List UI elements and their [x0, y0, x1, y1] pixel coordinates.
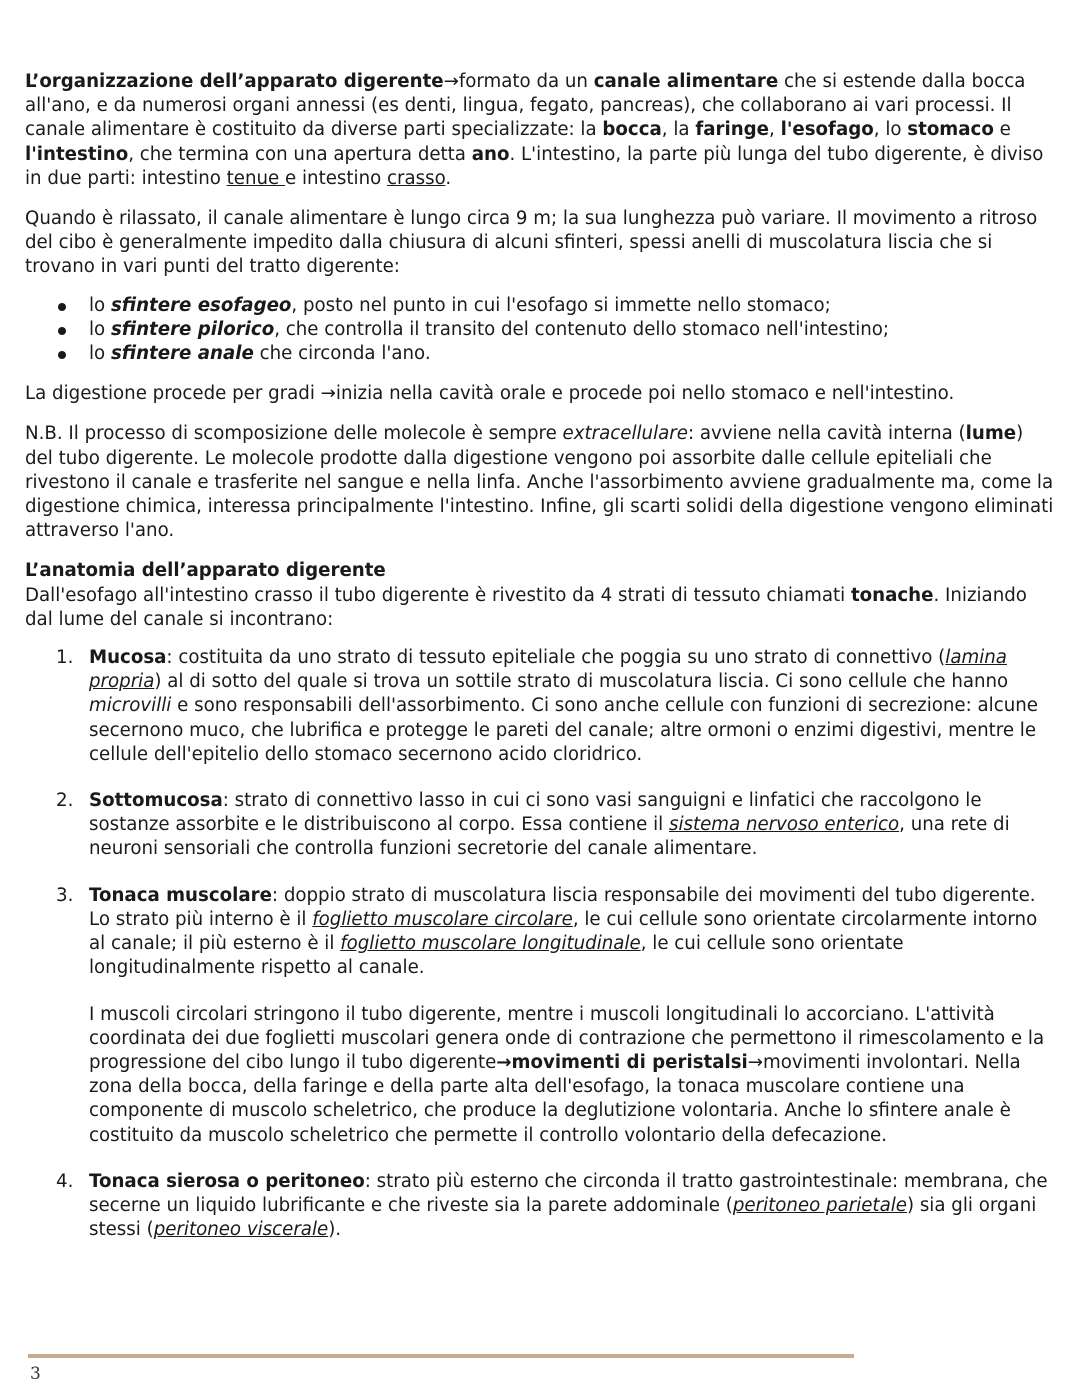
list-item: lo sfintere anale che circonda l'ano. [25, 342, 1055, 366]
list-item-tonaca-sierosa: 4. Tonaca sierosa o peritoneo: strato più esterno che circonda il tratto gastrointestinale: membrana, che secerne un liquido lubrificante e che riveste sia la parete addominale (peritoneo parietale) sia gli organi stessi (peritoneo viscerale). [56, 1170, 1048, 1241]
document-page [25, 70, 1055, 1264]
list-item-tonaca-muscolare: 3. Tonaca muscolare: doppio strato di muscolatura liscia responsabile dei movimenti del tubo digerente. Lo strato più interno è il foglietto muscolare circolare, le cui cellule sono orientate circolarmente intorno al canale; il più esterno è il foglietto muscolare longitudinale, le cui cellule sono orientate longitudinalmente rispetto al canale. I muscoli circolari stringono il tubo digerente, mentre i muscoli longitudinali lo accorciano. L'attività coordinata dei due foglietti muscolari genera onde di contrazione che permettono il rimescolamento e la progressione del cibo lungo il tubo digerente→movimenti di peristalsi→movimenti involontari. Nella zona della bocca, della faringe e della parte alta dell'esofago, la tonaca muscolare contiene una componente di muscolo scheletrico, che produce la deglutizione volontaria. Anche lo sfintere anale è costituito da muscolo scheletrico che permette il controllo volontario della defecazione. [25, 884, 1055, 1148]
list-item-sottomucosa: 2. Sottomucosa: strato di connettivo lasso in cui ci sono vasi sanguigni e linfatici che raccolgono le sostanze assorbite e le distribuiscono al corpo. Essa contiene il sistema nervoso enterico, una rete di neuroni sensoriali che controlla funzioni secretorie del canale alimentare. [56, 790, 1010, 860]
anatomy-intro-paragraph: Dall'esofago all'intestino crasso il tubo digerente è rivestito da 4 strati di tessuto chiamati tonache. Iniziando dal lume del canale si incontrano: [25, 584, 1027, 630]
digestion-stages-paragraph: La digestione procede per gradi →inizia nella cavità orale e procede poi nello stomaco e nell'intestino. [25, 383, 955, 405]
intro-paragraph: L’organizzazione dell’apparato digerente→formato da un canale alimentare che si estende dalla bocca all'ano, e da numerosi organi annessi (es denti, lingua, fegato, pancreas), che collaborano ai vari processi. Il canale alimentare è costituito da diverse parti specializzate: la bocca, la faringe, l'esofago, lo stomaco e l'intestino, che termina con una apertura detta ano. L'intestino, la parte più lunga del tubo digerente, è diviso in due parti: intestino tenue e intestino crasso. [25, 71, 1044, 189]
list-item: lo sfintere pilorico, che controlla il transito del contenuto dello stomaco nell'intestino; [25, 318, 1055, 342]
section-title-anatomy: L’anatomia dell’apparato digerente [25, 560, 386, 582]
canal-length-paragraph: Quando è rilassato, il canale alimentare è lungo circa 9 m; la sua lunghezza può variare. Il movimento a ritroso del cibo è generalmente impedito dalla chiusura di alcuni sfinteri, spessi anelli di muscolatura liscia che si trovano in vari punti del tratto digerente: [25, 208, 1038, 278]
section-title-organization: L’organizzazione dell’apparato digerente [25, 71, 444, 92]
peristalsis-paragraph: I muscoli circolari stringono il tubo digerente, mentre i muscoli longitudinali lo accorciano. L'attività coordinata dei due foglietti muscolari genera onde di contrazione che permettono il rimescolamento e la progressione del cibo lungo il tubo digerente→movimenti di peristalsi→movimenti involontari. Nella zona della bocca, della faringe e della parte alta dell'esofago, la tonaca muscolare contiene una componente di muscolo scheletrico, che produce la deglutizione volontaria. Anche lo sfintere anale è costituito da muscolo scheletrico che permette il controllo volontario della defecazione. [89, 1003, 1045, 1146]
list-item-mucosa: 1. Mucosa: costituita da uno strato di tessuto epiteliale che poggia su uno strato di connettivo (lamina propria) al di sotto del quale si trova un sottile strato di muscolatura liscia. Ci sono cellule che hanno microvilli e sono responsabili dell'assorbimento. Ci sono anche cellule con funzioni di secrezione: alcune secernono muco, che lubrifica e protegge le pareti del canale; altre ormoni o enzimi digestivi, mentre le cellule dell'epitelio dello stomaco secernono acido cloridrico. [56, 647, 1038, 765]
footer-divider [28, 1354, 854, 1358]
list-item: lo sfintere esofageo, posto nel punto in cui l'esofago si immette nello stomaco; [25, 294, 1055, 318]
tunics-list [25, 646, 1055, 1242]
nb-paragraph: N.B. Il processo di scomposizione delle molecole è sempre extracellulare: avviene nella cavità interna (lume) del tubo digerente. Le molecole prodotte dalla digestione vengono poi assorbite dalle cellule epiteliali che rivestono il canale e trasferite nel sangue e nella linfa. Anche l'assorbimento avviene gradualmente ma, come la digestione chimica, interessa principalmente l'intestino. Infine, gli scarti solidi della digestione vengono eliminati attraverso l'ano. [25, 423, 1054, 542]
sphincter-list [25, 294, 1055, 367]
page-number: 3 [30, 1364, 41, 1384]
